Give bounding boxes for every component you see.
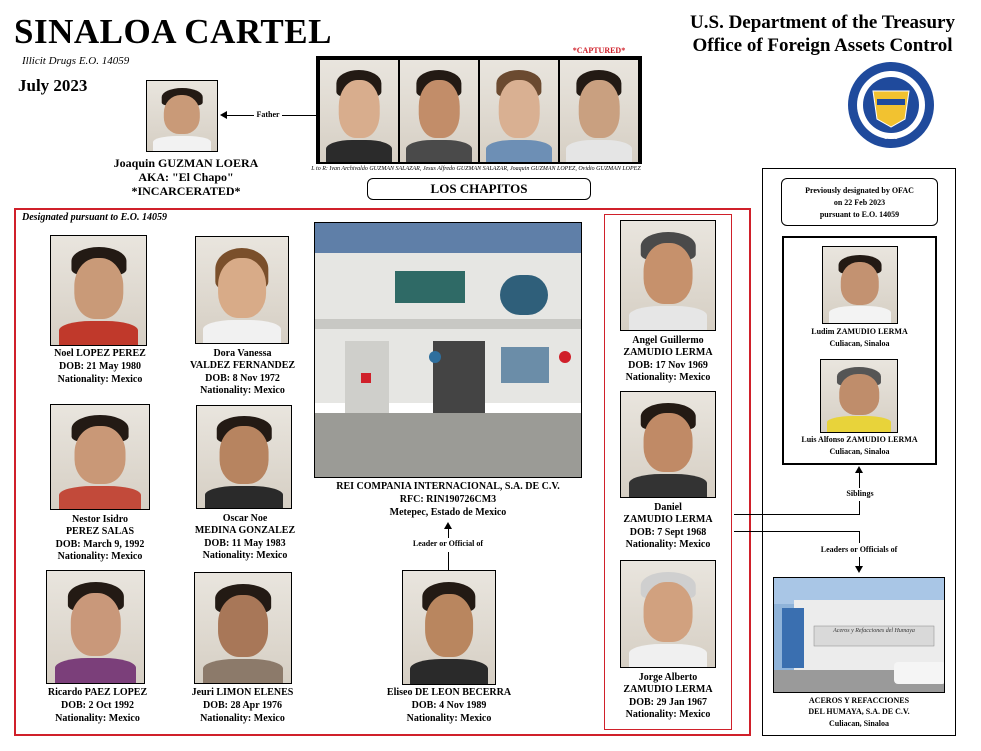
person-photo bbox=[196, 405, 292, 509]
agency-line-1: U.S. Department of the Treasury bbox=[690, 12, 955, 33]
sibling-location: Culiacan, Sinaloa bbox=[829, 447, 890, 456]
zamudio-photo bbox=[620, 560, 716, 668]
person-photo bbox=[195, 236, 289, 344]
person-name-2: MEDINA GONZALEZ bbox=[194, 525, 296, 536]
previous-line-3: pursuant to E.O. 14059 bbox=[819, 210, 900, 219]
page-date: July 2023 bbox=[18, 76, 88, 95]
company-rfc: RFC: RIN190726CM3 bbox=[399, 494, 497, 505]
treasury-seal-icon bbox=[847, 61, 935, 149]
person-nationality: Nationality: Mexico bbox=[55, 713, 140, 724]
chapitos-photo-strip bbox=[316, 56, 642, 164]
person-name-2: PEREZ SALAS bbox=[65, 526, 135, 537]
zamudio-nationality: Nationality: Mexico bbox=[625, 539, 711, 550]
person-nationality: Nationality: Mexico bbox=[202, 550, 288, 561]
person-nationality: Nationality: Mexico bbox=[406, 713, 492, 724]
person-dob: DOB: 11 May 1983 bbox=[204, 538, 286, 549]
person-photo bbox=[194, 572, 292, 684]
person-dob: DOB: 8 Nov 1972 bbox=[205, 373, 280, 384]
store-name-1: ACEROS Y REFACCIONES bbox=[808, 696, 910, 705]
seal-text: HE DEPARTMENT OF THE TREASUR bbox=[856, 70, 925, 105]
person-name: Eliseo DE LEON BECERRA bbox=[386, 687, 512, 698]
sibling-name: Luis Alfonso ZAMUDIO LERMA bbox=[801, 435, 918, 444]
zamudio-name-2: ZAMUDIO LERMA bbox=[623, 347, 713, 358]
zamudio-name: Daniel bbox=[654, 502, 682, 513]
zamudio-photo bbox=[620, 391, 716, 498]
person-dob: DOB: 21 May 1980 bbox=[59, 361, 141, 372]
sibling-photo bbox=[820, 359, 898, 433]
siblings-relation-label: Siblings bbox=[846, 489, 874, 498]
person-dob: DOB: 28 Apr 1976 bbox=[203, 700, 282, 711]
leader-relation-label: Leader or Official of bbox=[412, 539, 484, 548]
sibling-photo bbox=[822, 246, 898, 324]
person-name: Oscar Noe bbox=[222, 513, 268, 524]
person-nationality: Nationality: Mexico bbox=[57, 374, 143, 385]
seal-year: 1789 bbox=[884, 133, 898, 141]
person-photo bbox=[50, 235, 147, 346]
page-title: SINALOA CARTEL bbox=[14, 12, 332, 51]
person-nationality: Nationality: Mexico bbox=[200, 385, 285, 396]
person-dob: DOB: 2 Oct 1992 bbox=[60, 700, 135, 711]
person-photo bbox=[50, 404, 150, 510]
los-chapitos-label: LOS CHAPITOS bbox=[367, 178, 591, 200]
chapo-name: Joaquin GUZMAN LOERA bbox=[113, 156, 259, 170]
zamudio-name-2: ZAMUDIO LERMA bbox=[623, 684, 713, 695]
designated-label: Designated pursuant to E.O. 14059 bbox=[22, 212, 168, 223]
previous-line-2: on 22 Feb 2023 bbox=[833, 198, 886, 207]
company-name: REI COMPANIA INTERNACIONAL, S.A. DE C.V. bbox=[336, 481, 560, 492]
chapo-photo bbox=[146, 80, 218, 152]
person-name: Jeuri LIMON ELENES bbox=[191, 687, 294, 698]
chapitos-caption: L to R: Ivan Archivaldo GUZMAN SALAZAR, Jesus Alfredo GUZMAN SALAZAR, Joaquin GUZMAN LOPEZ, Ovidio GUZMAN LOPEZ bbox=[311, 166, 641, 172]
zamudio-nationality: Nationality: Mexico bbox=[625, 709, 711, 720]
leaders-relation-label: Leaders or Officials of bbox=[820, 545, 898, 554]
person-photo bbox=[402, 570, 496, 685]
zamudio-name-2: ZAMUDIO LERMA bbox=[623, 514, 713, 525]
person-name: Nestor Isidro bbox=[71, 514, 129, 525]
sibling-location: Culiacan, Sinaloa bbox=[829, 339, 890, 348]
zamudio-name: Jorge Alberto bbox=[638, 672, 698, 683]
store-photo bbox=[773, 577, 945, 693]
person-dob: DOB: 4 Nov 1989 bbox=[411, 700, 487, 711]
chapo-aka: AKA: "El Chapo" bbox=[138, 170, 234, 184]
zamudio-nationality: Nationality: Mexico bbox=[625, 372, 711, 383]
zamudio-dob: DOB: 17 Nov 1969 bbox=[628, 360, 708, 371]
agency-line-2: Office of Foreign Assets Control bbox=[692, 35, 953, 56]
store-location: Culiacan, Sinaloa bbox=[828, 719, 889, 728]
previous-line-1: Previously designated by OFAC bbox=[805, 186, 914, 195]
father-relation-label: Father bbox=[256, 110, 280, 119]
zamudio-photo bbox=[620, 220, 716, 331]
captured-label: *CAPTURED* bbox=[572, 46, 626, 55]
person-name-2: VALDEZ FERNANDEZ bbox=[189, 360, 296, 371]
person-nationality: Nationality: Mexico bbox=[200, 713, 285, 724]
zamudio-dob: DOB: 7 Sept 1968 bbox=[629, 527, 707, 538]
person-nationality: Nationality: Mexico bbox=[57, 551, 143, 562]
page-subtitle: Illicit Drugs E.O. 14059 bbox=[22, 55, 130, 67]
zamudio-name: Angel Guillermo bbox=[632, 335, 704, 346]
company-building-photo bbox=[314, 222, 582, 478]
chapo-status: *INCARCERATED* bbox=[131, 184, 241, 198]
person-name: Dora Vanessa bbox=[213, 348, 272, 359]
person-photo bbox=[46, 570, 145, 684]
person-name: Ricardo PAEZ LOPEZ bbox=[47, 687, 148, 698]
zamudio-dob: DOB: 29 Jan 1967 bbox=[628, 697, 708, 708]
store-sign: Aceros y Refacciones del Humaya bbox=[833, 628, 915, 634]
person-dob: DOB: March 9, 1992 bbox=[55, 539, 145, 550]
company-location: Metepec, Estado de Mexico bbox=[389, 507, 507, 518]
person-name: Noel LOPEZ PEREZ bbox=[54, 348, 146, 359]
store-name-2: DEL HUMAYA, S.A. DE C.V. bbox=[808, 707, 910, 716]
sibling-name: Ludim ZAMUDIO LERMA bbox=[811, 327, 908, 336]
